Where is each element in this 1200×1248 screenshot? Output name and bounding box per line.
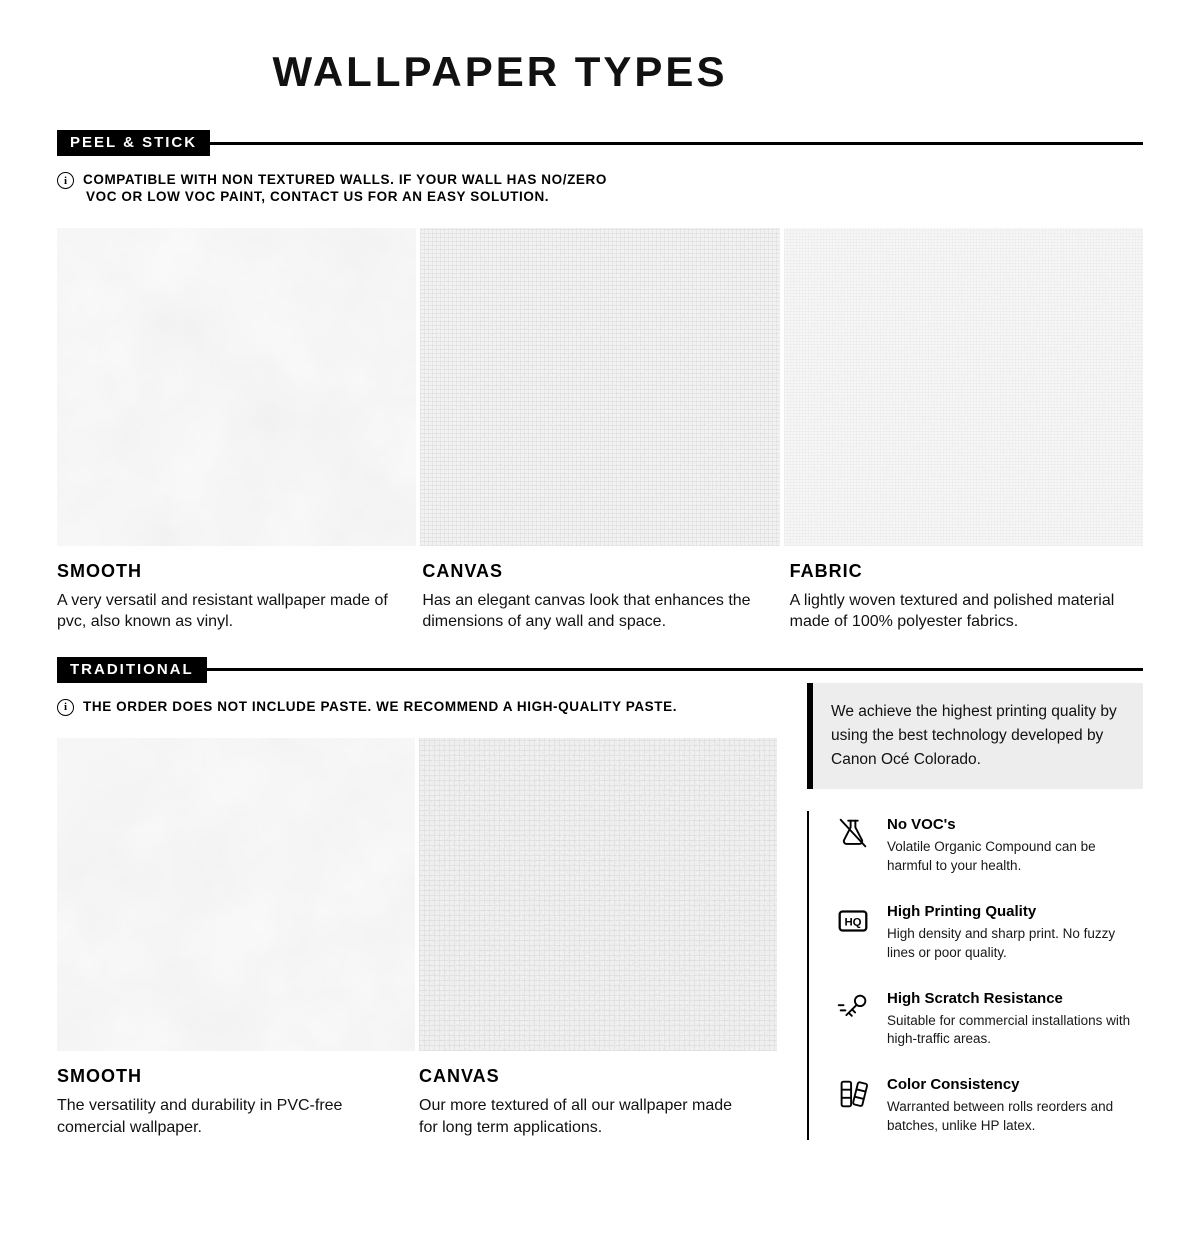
svg-text:HQ: HQ <box>844 916 862 929</box>
printing-quality-callout <box>807 683 1143 789</box>
texture-swatch-canvas <box>420 228 779 546</box>
feature-no-voc <box>833 815 1143 876</box>
page-title: WALLPAPER TYPES <box>272 48 728 95</box>
feature-title: High Printing Quality <box>887 902 1037 920</box>
traditional-note <box>57 699 777 716</box>
peel-stick-captions <box>57 561 1143 633</box>
callout-text: We achieve the highest printing quality by using the best technology developed by Canon Océ Colorado. <box>831 702 1117 768</box>
fabric-texture-image <box>784 228 1143 546</box>
caption-fabric <box>780 561 1143 633</box>
caption-canvas <box>414 561 775 633</box>
traditional-swatch-row <box>57 738 777 1051</box>
swatch-title: SMOOTH <box>57 560 142 581</box>
note-line: COMPATIBLE WITH NON TEXTURED WALLS. IF YOUR WALL HAS NO/ZERO <box>83 172 607 187</box>
peel-stick-header <box>57 130 1143 156</box>
info-icon: i <box>57 172 74 189</box>
section-traditional <box>57 657 1143 1140</box>
feature-description: High density and sharp print. No fuzzy lines or poor quality. <box>887 925 1116 960</box>
section-divider-line <box>207 668 1143 671</box>
traditional-header <box>57 657 1143 683</box>
swatch-description: A lightly woven textured and polished material made of 100% polyester fabrics. <box>789 591 1115 631</box>
swatch-title: FABRIC <box>789 560 863 581</box>
caption-canvas-traditional <box>419 1066 777 1138</box>
feature-title: Color Consistency <box>887 1076 1020 1094</box>
traditional-label: TRADITIONAL <box>57 657 207 683</box>
wallpaper-types-infographic <box>0 48 1200 1248</box>
no-voc-icon <box>833 815 873 857</box>
hq-icon <box>833 902 873 944</box>
feature-scratch-resistance <box>833 989 1143 1050</box>
feature-text <box>887 989 1143 1050</box>
section-divider-line <box>210 142 1143 145</box>
note-line: THE ORDER DOES NOT INCLUDE PASTE. WE RECOMMEND A HIGH-QUALITY PASTE. <box>83 698 678 714</box>
peel-stick-label: PEEL & STICK <box>57 130 210 156</box>
feature-text <box>887 1075 1143 1136</box>
smooth-texture-image <box>57 228 416 546</box>
texture-swatch-fabric <box>784 228 1143 546</box>
quality-sidebar <box>807 683 1143 1140</box>
section-peel-stick <box>57 130 1143 633</box>
traditional-left-column <box>57 683 777 1138</box>
peel-stick-note-text <box>83 172 607 206</box>
note-line: VOC OR LOW VOC PAINT, CONTACT US FOR AN EASY SOLUTION. <box>86 188 550 204</box>
feature-list <box>807 811 1143 1140</box>
feature-color-consistency <box>833 1075 1143 1136</box>
swatch-description: Our more textured of all our wallpaper made for long term applications. <box>419 1096 733 1136</box>
color-consistency-icon <box>833 1075 873 1117</box>
feature-description: Volatile Organic Compound can be harmful to your health. <box>887 838 1096 873</box>
feature-title: No VOC's <box>887 815 956 833</box>
feature-text <box>887 902 1143 963</box>
swatch-description: A very versatil and resistant wallpaper made of pvc, also known as vinyl. <box>57 591 388 631</box>
feature-title: High Scratch Resistance <box>887 989 1063 1007</box>
swatch-title: CANVAS <box>419 1065 500 1086</box>
canvas-texture-image <box>419 738 777 1051</box>
caption-smooth-traditional <box>57 1066 415 1138</box>
texture-swatch-smooth <box>57 228 416 546</box>
peel-stick-swatch-row <box>57 228 1143 546</box>
caption-smooth <box>57 561 410 633</box>
feature-description: Warranted between rolls reorders and batches, unlike HP latex. <box>887 1099 1114 1134</box>
canvas-texture-image <box>420 228 779 546</box>
feature-text <box>887 815 1143 876</box>
swatch-description: The versatility and durability in PVC-free comercial wallpaper. <box>57 1096 343 1136</box>
traditional-captions <box>57 1066 777 1138</box>
feature-description: Suitable for commercial installations with high-traffic areas. <box>887 1012 1131 1047</box>
swatch-title: SMOOTH <box>57 1065 142 1086</box>
texture-swatch-smooth-traditional <box>57 738 415 1051</box>
feature-high-printing-quality <box>833 902 1143 963</box>
peel-stick-note <box>57 172 1143 206</box>
swatch-description: Has an elegant canvas look that enhances the dimensions of any wall and space. <box>422 591 751 631</box>
texture-swatch-canvas-traditional <box>419 738 777 1051</box>
traditional-note-text <box>83 699 677 716</box>
traditional-body <box>57 683 1143 1140</box>
info-icon: i <box>57 699 74 716</box>
scratch-resistance-icon <box>833 989 873 1031</box>
smooth-texture-image <box>57 738 415 1051</box>
swatch-title: CANVAS <box>422 560 503 581</box>
